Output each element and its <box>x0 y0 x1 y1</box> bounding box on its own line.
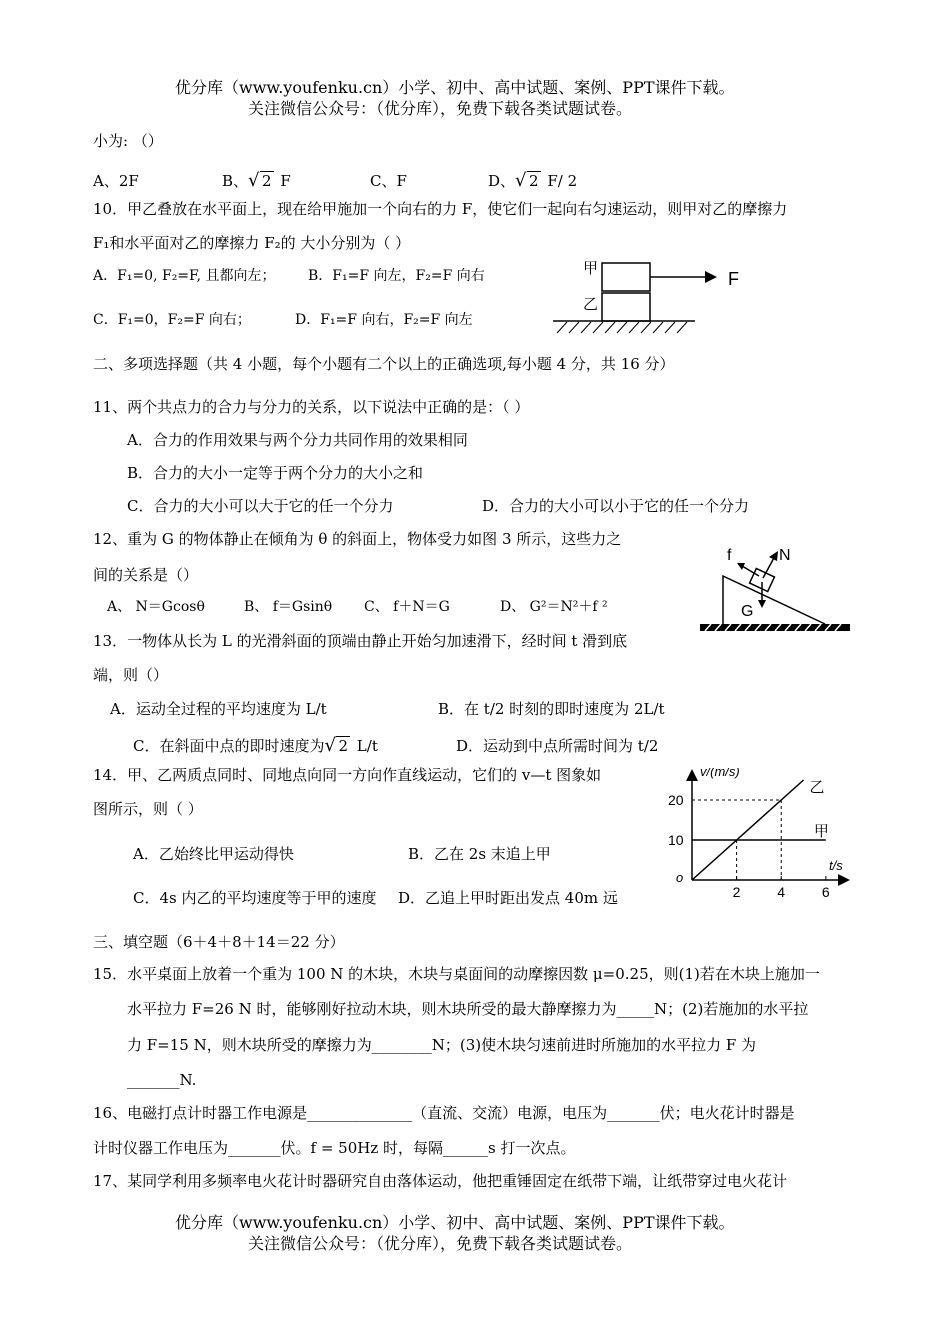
x-axis-label: t/s <box>829 858 843 873</box>
series-jia-label: 甲 <box>813 823 829 840</box>
q13-option-c: C．在斜面中点的即时速度为 √ 2 L/t <box>133 735 378 756</box>
force-G-head <box>758 600 766 608</box>
q15-line-4: _______N. <box>127 1071 197 1089</box>
block-bottom <box>602 293 650 321</box>
y-tick-label-20: 20 <box>668 792 684 808</box>
q11-option-d: D．合力的大小可以小于它的任一个分力 <box>482 497 750 515</box>
block-top <box>602 263 650 291</box>
q12-stem-line-1: 12、重为 G 的物体静止在倾角为 θ 的斜面上，物体受力如图 3 所示，这些力之 <box>93 530 622 548</box>
q9-option-a: A、2F <box>93 172 139 190</box>
q11-option-c: C．合力的大小可以大于它的任一个分力 <box>127 497 394 515</box>
q15-line-1: 15．水平桌面上放着一个重为 100 N 的木块，木块与桌面间的动摩擦因数 μ=0.25，则(1)若在木块上施加一 <box>93 965 820 983</box>
x-tick-label-2: 2 <box>732 884 741 900</box>
x-tick-label-6: 6 <box>821 884 830 900</box>
q12-option-d: D、 G²＝N²＋f ² <box>500 599 608 615</box>
q14-option-c: C．4s 内乙的平均速度等于甲的速度 <box>133 889 377 907</box>
q11-option-b: B．合力的大小一定等于两个分力的大小之和 <box>127 464 424 482</box>
label-yi: 乙 <box>583 296 599 313</box>
header-line-2: 关注微信公众号：（优分库），免费下载各类试题试卷。 <box>248 99 633 118</box>
label-N: N <box>779 547 791 564</box>
q11-stem: 11、两个共点力的合力与分力的关系，以下说法中正确的是：（ ） <box>93 398 530 416</box>
x-tick-label-4: 4 <box>777 884 786 900</box>
q14-option-b: B．乙在 2s 末追上甲 <box>408 845 551 863</box>
q14-stem-line-2: 图所示，则（ ） <box>93 800 203 818</box>
q12-stem-line-2: 间的关系是（） <box>93 566 199 584</box>
q14-option-d: D．乙追上甲时距出发点 40m 远 <box>398 889 618 907</box>
q16-line-1: 16、电磁打点计时器工作电源是______________（直流、交流）电源，电压为_______伏；电火花计时器是 <box>93 1104 795 1122</box>
q10-option-c: C．F₁=0，F₂=F 向右； <box>93 312 251 328</box>
stacked-blocks-figure <box>545 255 755 335</box>
q13-stem-line-1: 13．一物体从长为 L 的光滑斜面的顶端由静止开始匀加速滑下，经时间 t 滑到底 <box>93 632 628 650</box>
q14-stem-line-1: 14．甲、乙两质点同时、同地点向同一方向作直线运动，它们的 v—t 图象如 <box>93 766 602 784</box>
q15-line-2: 水平拉力 F=26 N 时，能够刚好拉动木块，则木块所受的最大静摩擦力为_____N；(2)若施加的水平拉 <box>127 1000 809 1018</box>
footer-line-2: 关注微信公众号：（优分库），免费下载各类试题试卷。 <box>248 1234 633 1253</box>
q13-stem-line-2: 端，则（） <box>93 666 169 684</box>
q12-option-c: C、 f＋N＝G <box>364 599 450 615</box>
ground-hatching <box>557 322 687 333</box>
q9-option-b: B、 √ 2 F <box>222 170 291 191</box>
header-line-1: 优分库（www.youfenku.cn）小学、初中、高中试题、案例、PPT课件下载。 <box>175 78 735 97</box>
force-arrow-head <box>705 271 717 283</box>
origin-label: o <box>676 870 684 885</box>
footer-line-1: 优分库（www.youfenku.cn）小学、初中、高中试题、案例、PPT课件下载。 <box>175 1213 735 1232</box>
incline-figure <box>695 540 855 640</box>
q9-option-c: C、F <box>370 172 407 190</box>
q12-option-b: B、 f＝Gsinθ <box>244 599 333 615</box>
q10-stem-line-1: 10．甲乙叠放在水平面上，现在给甲施加一个向右的力 F，使它们一起向右匀速运动，则甲对乙的摩擦力 <box>93 200 788 218</box>
q10-stem-line-2: F₁和水平面对乙的摩擦力 F₂的 大小分别为（ ） <box>93 234 411 252</box>
q16-line-2: 计时仪器工作电压为_______伏。f = 50Hz 时，每隔______s 打一次点。 <box>93 1139 576 1157</box>
q13-option-b: B．在 t/2 时刻的即时速度为 2L/t <box>438 700 665 718</box>
label-f: f <box>727 547 732 564</box>
series-yi-label: 乙 <box>809 779 825 796</box>
vt-graph <box>660 768 855 903</box>
q10-option-d: D．F₁=F 向右，F₂=F 向左 <box>295 312 473 328</box>
y-tick-label-10: 10 <box>668 832 684 848</box>
label-jia: 甲 <box>583 260 599 277</box>
q11-option-a: A．合力的作用效果与两个分力共同作用的效果相同 <box>127 431 468 449</box>
q15-line-3: 力 F=15 N，则木块所受的摩擦力为________N；(3)使木块匀速前进时所施加的水平拉力 F 为 <box>127 1036 757 1054</box>
q9-stem-tail: 小为: （） <box>93 132 163 150</box>
section-3-title: 三、填空题（6＋4＋8＋14＝22 分） <box>93 933 345 951</box>
q10-option-b: B．F₁=F 向左，F₂=F 向右 <box>308 268 485 284</box>
section-2-title: 二、多项选择题（共 4 小题，每个小题有二个以上的正确选项,每小题 4 分，共 16 分） <box>93 355 675 373</box>
q17-line-1: 17、某同学利用多频率电火花计时器研究自由落体运动，他把重锤固定在纸带下端，让纸带穿过电火花计 <box>93 1172 788 1190</box>
q13-option-a: A．运动全过程的平均速度为 L/t <box>110 700 327 718</box>
label-G: G <box>741 603 754 620</box>
q14-option-a: A．乙始终比甲运动得快 <box>133 845 294 863</box>
incline-triangle <box>723 576 825 624</box>
label-force-F: F <box>728 269 739 289</box>
series-yi-line <box>692 780 804 880</box>
q10-option-a: A．F₁=0, F₂=F, 且都向左； <box>93 268 276 284</box>
q12-option-a: A、 N＝Gcosθ <box>107 599 205 615</box>
q13-option-d: D．运动到中点所需时间为 t/2 <box>456 737 659 755</box>
y-axis-label: v/(m/s) <box>700 768 740 779</box>
q9-option-d: D、 √ 2 F/ 2 <box>488 170 578 191</box>
